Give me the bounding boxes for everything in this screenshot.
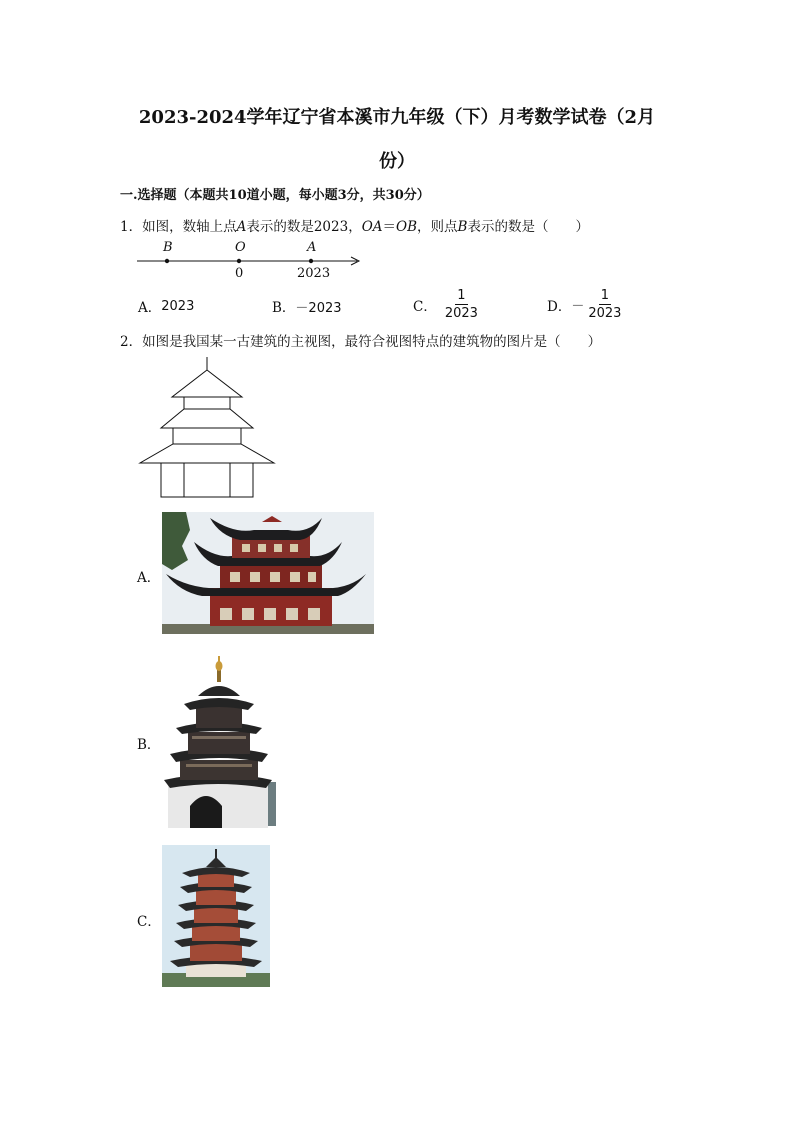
fraction-numerator: 1 xyxy=(600,288,610,303)
q1-suffix: 表示的数是（ ） xyxy=(467,219,589,235)
point-a-dot xyxy=(309,259,313,263)
number-line-label-a: A xyxy=(307,240,317,255)
number-line-tick-0: 0 xyxy=(235,266,244,281)
option-value: －2023 xyxy=(295,300,342,316)
number-line-label-b: B xyxy=(163,240,173,255)
question-2-text: 2．如图是我国某一古建筑的主视图，最符合视图特点的建筑物的图片是（ ） xyxy=(120,334,602,350)
point-b-dot xyxy=(165,259,169,263)
fraction xyxy=(443,288,480,321)
option-letter: A． xyxy=(138,300,162,316)
option-value: 2023 xyxy=(161,298,195,314)
building-photo-c[interactable] xyxy=(162,845,270,987)
option-letter: B． xyxy=(272,300,296,316)
q1-option-c[interactable] xyxy=(413,288,480,321)
number-line-tick-2023: 2023 xyxy=(297,266,331,281)
fraction-denominator: 2023 xyxy=(444,306,478,321)
q1-point-a: A xyxy=(236,219,247,235)
q2-option-b[interactable]: B． xyxy=(137,737,161,753)
q1-option-d[interactable] xyxy=(547,288,623,321)
number-line-label-o: O xyxy=(235,240,246,255)
q2-option-a[interactable]: A． xyxy=(137,570,161,586)
q1-ob: OB xyxy=(396,219,418,235)
section-heading: 一.选择题（本题共10道小题，每小题3分，共30分） xyxy=(120,188,430,203)
fraction-numerator: 1 xyxy=(457,288,466,303)
q1-point-b: B xyxy=(457,219,468,235)
q1-oa: OA xyxy=(361,219,383,235)
fraction xyxy=(586,288,623,321)
q1-mid1: 表示的数是2023， xyxy=(246,219,362,235)
front-view-drawing xyxy=(135,355,280,502)
building-photo-b[interactable] xyxy=(162,656,276,828)
exam-title-line-1: 2023-2024学年辽宁省本溪市九年级（下）月考数学试卷（2月 xyxy=(138,107,656,128)
option-letter: C． xyxy=(413,298,437,315)
option-sign: － xyxy=(571,299,585,314)
option-letter: D． xyxy=(547,298,572,315)
q1-option-b[interactable] xyxy=(272,296,342,316)
question-1-text xyxy=(120,215,589,235)
exam-title-line-2: 份） xyxy=(379,151,415,172)
q1-prefix: 1．如图，数轴上点 xyxy=(120,219,237,235)
building-photo-a[interactable] xyxy=(162,512,374,634)
q1-option-a[interactable] xyxy=(138,296,194,316)
q1-mid2: ，则点 xyxy=(417,219,458,235)
q1-eq: ＝ xyxy=(382,219,397,235)
fraction-denominator: 2023 xyxy=(588,306,622,321)
point-o-dot xyxy=(237,259,241,263)
q2-option-c[interactable]: C． xyxy=(137,914,161,930)
